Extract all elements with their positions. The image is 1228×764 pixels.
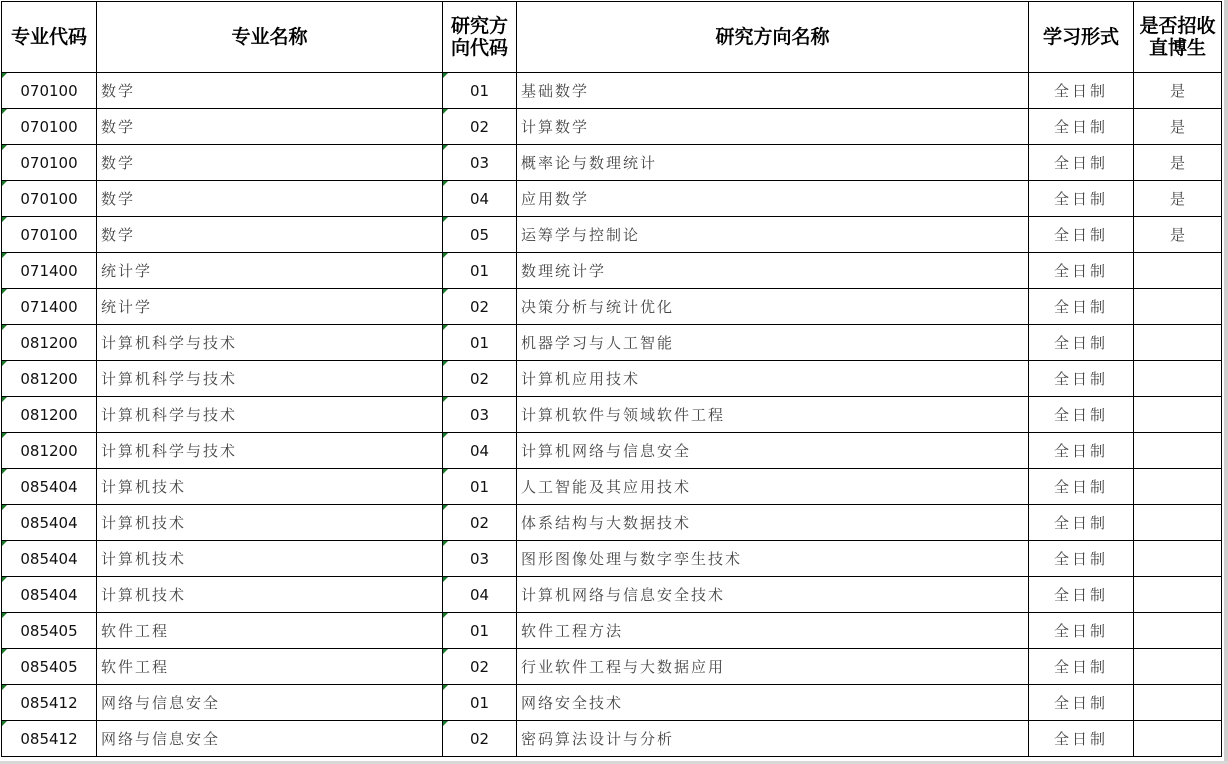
cell-direction-code[interactable]: 01 [443,325,517,361]
cell-direction-code[interactable]: 04 [443,181,517,217]
cell-major-code[interactable]: 070100 [2,217,97,253]
cell-major-name[interactable]: 数学 [97,145,443,181]
cell-major-name[interactable]: 计算机科学与技术 [97,397,443,433]
table-row [2,613,1222,649]
cell-study-form[interactable]: 全日制 [1029,325,1134,361]
cell-direction-name[interactable]: 应用数学 [517,181,1029,217]
cell-direct-phd[interactable]: 是 [1134,181,1222,217]
cell-major-name[interactable]: 数学 [97,73,443,109]
cell-direction-name[interactable]: 密码算法设计与分析 [517,721,1029,757]
cell-direct-phd[interactable] [1134,505,1222,541]
cell-direct-phd[interactable]: 是 [1134,109,1222,145]
cell-major-name[interactable]: 计算机技术 [97,577,443,613]
cell-direct-phd[interactable] [1134,469,1222,505]
cell-direction-code[interactable]: 02 [443,361,517,397]
table-row [2,649,1222,685]
cell-direct-phd[interactable] [1134,541,1222,577]
cell-major-name[interactable]: 网络与信息安全 [97,685,443,721]
cell-study-form[interactable]: 全日制 [1029,73,1134,109]
table-row [2,253,1222,289]
cell-major-name[interactable]: 统计学 [97,253,443,289]
table-row [2,469,1222,505]
cell-major-name[interactable]: 计算机技术 [97,469,443,505]
cell-study-form[interactable]: 全日制 [1029,613,1134,649]
table-row [2,289,1222,325]
cell-major-name[interactable]: 计算机技术 [97,505,443,541]
cell-direction-code[interactable]: 04 [443,577,517,613]
cell-major-code[interactable]: 085404 [2,577,97,613]
cell-direct-phd[interactable] [1134,613,1222,649]
cell-major-code[interactable]: 070100 [2,181,97,217]
cell-major-name[interactable]: 网络与信息安全 [97,721,443,757]
cell-direction-name[interactable]: 运筹学与控制论 [517,217,1029,253]
table-row [2,145,1222,181]
cell-direction-name[interactable]: 概率论与数理统计 [517,145,1029,181]
cell-study-form[interactable]: 全日制 [1029,361,1134,397]
cell-study-form[interactable]: 全日制 [1029,721,1134,757]
program-table [1,1,1222,757]
cell-direction-name[interactable]: 计算机软件与领域软件工程 [517,397,1029,433]
cell-direction-code[interactable]: 04 [443,433,517,469]
table-row [2,721,1222,757]
table-row [2,361,1222,397]
cell-study-form[interactable]: 全日制 [1029,505,1134,541]
cell-direction-name[interactable]: 体系结构与大数据技术 [517,505,1029,541]
cell-direction-name[interactable]: 基础数学 [517,73,1029,109]
cell-major-code[interactable]: 070100 [2,73,97,109]
header-direction-name: 研究方向名称 [517,2,1029,73]
cell-direct-phd[interactable] [1134,397,1222,433]
cell-major-name[interactable]: 数学 [97,217,443,253]
header-direction-code: 研究方向代码 [443,2,517,73]
cell-study-form[interactable]: 全日制 [1029,397,1134,433]
cell-major-code[interactable]: 071400 [2,289,97,325]
cell-direct-phd[interactable] [1134,325,1222,361]
cell-major-name[interactable]: 计算机科学与技术 [97,325,443,361]
table-row [2,181,1222,217]
cell-study-form[interactable]: 全日制 [1029,469,1134,505]
cell-major-code[interactable]: 085404 [2,469,97,505]
cell-direct-phd[interactable] [1134,253,1222,289]
cell-study-form[interactable]: 全日制 [1029,109,1134,145]
spreadsheet-sheet [1,1,1221,759]
cell-major-name[interactable]: 软件工程 [97,649,443,685]
cell-major-name[interactable]: 计算机技术 [97,541,443,577]
header-study-form: 学习形式 [1029,2,1134,73]
cell-major-code[interactable]: 085412 [2,721,97,757]
cell-major-name[interactable]: 数学 [97,109,443,145]
table-row [2,109,1222,145]
cell-direction-name[interactable]: 计算机网络与信息安全技术 [517,577,1029,613]
table-body [2,73,1222,757]
cell-major-code[interactable]: 070100 [2,109,97,145]
cell-direction-code[interactable]: 02 [443,289,517,325]
header-major-name: 专业名称 [97,2,443,73]
cell-direct-phd[interactable] [1134,361,1222,397]
cell-direction-code[interactable]: 02 [443,109,517,145]
cell-study-form[interactable]: 全日制 [1029,577,1134,613]
table-row [2,541,1222,577]
table-row [2,73,1222,109]
table-row [2,433,1222,469]
table-row [2,577,1222,613]
table-row [2,397,1222,433]
cell-direction-name[interactable]: 机器学习与人工智能 [517,325,1029,361]
cell-direction-name[interactable]: 网络安全技术 [517,685,1029,721]
cell-major-code[interactable]: 085404 [2,541,97,577]
cell-major-code[interactable]: 081200 [2,433,97,469]
cell-major-code[interactable]: 085405 [2,613,97,649]
cell-direction-code[interactable]: 01 [443,613,517,649]
cell-major-code[interactable]: 085405 [2,649,97,685]
cell-major-name[interactable]: 计算机科学与技术 [97,433,443,469]
cell-direction-name[interactable]: 数理统计学 [517,253,1029,289]
cell-direction-code[interactable]: 02 [443,505,517,541]
cell-direction-name[interactable]: 行业软件工程与大数据应用 [517,649,1029,685]
cell-major-name[interactable]: 统计学 [97,289,443,325]
cell-direction-code[interactable]: 01 [443,469,517,505]
right-edge [1224,0,1228,764]
cell-direct-phd[interactable] [1134,289,1222,325]
cell-direct-phd[interactable]: 是 [1134,217,1222,253]
cell-direct-phd[interactable]: 是 [1134,145,1222,181]
table-row [2,505,1222,541]
table-row [2,325,1222,361]
cell-major-code[interactable]: 070100 [2,145,97,181]
cell-major-name[interactable]: 软件工程 [97,613,443,649]
cell-direction-code[interactable]: 01 [443,253,517,289]
cell-direct-phd[interactable] [1134,721,1222,757]
cell-direction-code[interactable]: 01 [443,685,517,721]
cell-major-name[interactable]: 数学 [97,181,443,217]
cell-major-code[interactable]: 081200 [2,361,97,397]
cell-study-form[interactable]: 全日制 [1029,289,1134,325]
cell-direct-phd[interactable] [1134,433,1222,469]
cell-direction-code[interactable]: 02 [443,721,517,757]
header-row [2,2,1222,73]
cell-direction-code[interactable]: 05 [443,217,517,253]
cell-direction-code[interactable]: 02 [443,649,517,685]
cell-direct-phd[interactable] [1134,577,1222,613]
cell-direction-name[interactable]: 人工智能及其应用技术 [517,469,1029,505]
cell-major-code[interactable]: 081200 [2,325,97,361]
cell-direct-phd[interactable]: 是 [1134,73,1222,109]
cell-major-name[interactable]: 计算机科学与技术 [97,361,443,397]
cell-study-form[interactable]: 全日制 [1029,181,1134,217]
header-major-code: 专业代码 [2,2,97,73]
cell-direction-name[interactable]: 决策分析与统计优化 [517,289,1029,325]
cell-major-code[interactable]: 071400 [2,253,97,289]
cell-direction-code[interactable]: 03 [443,145,517,181]
cell-study-form[interactable]: 全日制 [1029,217,1134,253]
cell-direction-code[interactable]: 01 [443,73,517,109]
cell-direction-code[interactable]: 03 [443,397,517,433]
cell-study-form[interactable]: 全日制 [1029,253,1134,289]
cell-direct-phd[interactable] [1134,685,1222,721]
cell-direction-name[interactable]: 软件工程方法 [517,613,1029,649]
cell-direct-phd[interactable] [1134,649,1222,685]
header-direct-phd: 是否招收直博生 [1134,2,1222,73]
cell-study-form[interactable]: 全日制 [1029,541,1134,577]
cell-study-form[interactable]: 全日制 [1029,685,1134,721]
cell-study-form[interactable]: 全日制 [1029,649,1134,685]
cell-major-code[interactable]: 081200 [2,397,97,433]
cell-direction-name[interactable]: 图形图像处理与数字孪生技术 [517,541,1029,577]
cell-study-form[interactable]: 全日制 [1029,145,1134,181]
cell-major-code[interactable]: 085412 [2,685,97,721]
cell-direction-name[interactable]: 计算机网络与信息安全 [517,433,1029,469]
cell-direction-name[interactable]: 计算机应用技术 [517,361,1029,397]
cell-direction-name[interactable]: 计算数学 [517,109,1029,145]
cell-study-form[interactable]: 全日制 [1029,433,1134,469]
cell-direction-code[interactable]: 03 [443,541,517,577]
table-row [2,685,1222,721]
cell-major-code[interactable]: 085404 [2,505,97,541]
table-row [2,217,1222,253]
